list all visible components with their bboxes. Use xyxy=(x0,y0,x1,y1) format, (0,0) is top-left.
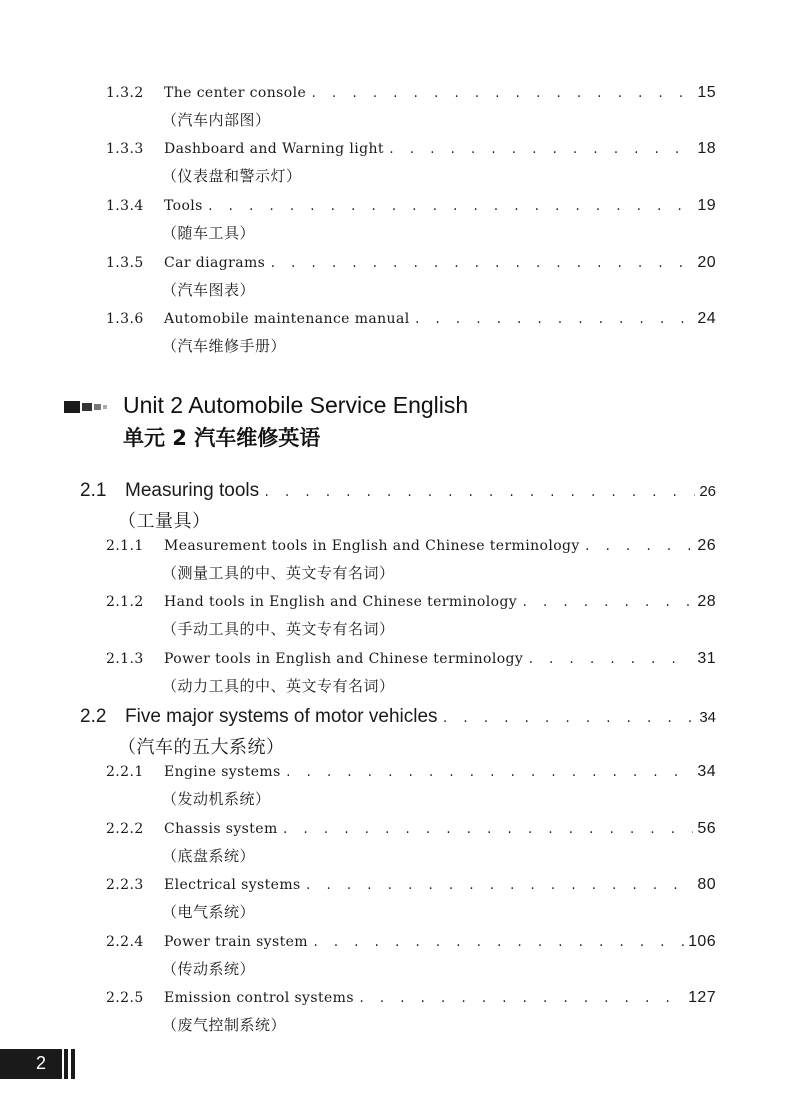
dot-leader xyxy=(207,200,694,214)
entry-chinese-title: （传动系统） xyxy=(162,960,256,978)
entry-page: 56 xyxy=(697,820,716,837)
entry-chinese-title: （底盘系统） xyxy=(162,847,256,865)
entry-chinese-title: （仪表盘和警示灯） xyxy=(162,167,302,185)
entry-title: Car diagrams xyxy=(164,255,266,271)
page-folio xyxy=(0,1049,62,1079)
entry-number: 2.1.3 xyxy=(106,651,144,667)
entry-number: 2.1.2 xyxy=(106,594,144,610)
section-chinese-title: （汽车的五大系统） xyxy=(118,737,285,758)
entry-number: 1.3.5 xyxy=(106,255,144,271)
entry-page: 80 xyxy=(697,876,716,893)
entry-number: 1.3.3 xyxy=(106,141,144,157)
dot-leader xyxy=(263,486,695,500)
entry-page: 20 xyxy=(697,254,716,271)
unit-squares-icon xyxy=(64,401,107,413)
entry-title: Tools xyxy=(164,198,203,214)
entry-number: 2.2.1 xyxy=(106,764,144,780)
folio-bar xyxy=(71,1049,75,1079)
dot-leader xyxy=(269,257,693,271)
entry-title: Engine systems xyxy=(164,764,281,780)
entry-chinese-title: （测量工具的中、英文专有名词） xyxy=(162,564,395,582)
dot-leader xyxy=(305,879,694,893)
dot-leader xyxy=(442,712,696,726)
entry-chinese-title: （电气系统） xyxy=(162,903,256,921)
entry-chinese-title: （随车工具） xyxy=(162,224,256,242)
entry-title: Chassis system xyxy=(164,821,278,837)
section-chinese-title: （工量具） xyxy=(118,511,211,532)
dot-leader xyxy=(282,823,694,837)
entry-chinese-title: （发动机系统） xyxy=(162,790,271,808)
section-title: Measuring tools xyxy=(125,480,260,501)
entry-page: 19 xyxy=(697,197,716,214)
section-title: Five major systems of motor vehicles xyxy=(125,706,438,727)
entry-page: 34 xyxy=(697,763,716,780)
entry-chinese-title: （动力工具的中、英文专有名词） xyxy=(162,677,395,695)
dot-leader xyxy=(527,653,693,667)
dot-leader xyxy=(285,766,694,780)
entry-title: Electrical systems xyxy=(164,877,301,893)
entry-chinese-title: （汽车维修手册） xyxy=(162,337,287,355)
entry-title: Power tools in English and Chinese terminology xyxy=(164,651,524,667)
entry-title: Power train system xyxy=(164,934,308,950)
entry-page: 28 xyxy=(697,593,716,610)
entry-number: 1.3.4 xyxy=(106,198,144,214)
entry-title: The center console xyxy=(164,85,307,101)
entry-page: 24 xyxy=(697,310,716,327)
dot-leader xyxy=(312,936,684,950)
entry-title: Measurement tools in English and Chinese terminology xyxy=(164,538,580,554)
entry-title: Dashboard and Warning light xyxy=(164,141,384,157)
dot-leader xyxy=(310,87,693,101)
entry-title: Automobile maintenance manual xyxy=(164,311,410,327)
entry-page: 18 xyxy=(697,140,716,157)
entry-number: 2.2.5 xyxy=(106,990,144,1006)
entry-number: 1.3.2 xyxy=(106,85,144,101)
dot-leader xyxy=(388,143,694,157)
dot-leader xyxy=(358,992,684,1006)
entry-title: Hand tools in English and Chinese terminology xyxy=(164,594,518,610)
section-number: 2.1 xyxy=(80,480,107,501)
dot-leader xyxy=(414,313,694,327)
entry-chinese-title: （汽车图表） xyxy=(162,281,256,299)
section-page: 26 xyxy=(699,483,716,500)
folio-bar xyxy=(64,1049,68,1079)
section-number: 2.2 xyxy=(80,706,107,727)
entry-number: 2.2.4 xyxy=(106,934,144,950)
entry-number: 2.2.2 xyxy=(106,821,144,837)
entry-page: 15 xyxy=(697,84,716,101)
entry-number: 1.3.6 xyxy=(106,311,144,327)
page-number: 2 xyxy=(35,1053,46,1073)
entry-page: 26 xyxy=(697,537,716,554)
entry-number: 2.2.3 xyxy=(106,877,144,893)
entry-chinese-title: （汽车内部图） xyxy=(162,111,271,129)
section-page: 34 xyxy=(699,709,716,726)
entry-page: 106 xyxy=(688,933,716,950)
entry-page: 31 xyxy=(697,650,716,667)
dot-leader xyxy=(584,540,694,554)
unit-title: Unit 2 Automobile Service English xyxy=(123,392,469,418)
unit-chinese-title: 单元 2 汽车维修英语 xyxy=(123,426,321,450)
entry-page: 127 xyxy=(688,989,716,1006)
entry-title: Emission control systems xyxy=(164,990,354,1006)
entry-chinese-title: （手动工具的中、英文专有名词） xyxy=(162,620,395,638)
entry-chinese-title: （废气控制系统） xyxy=(162,1016,287,1034)
entry-number: 2.1.1 xyxy=(106,538,144,554)
dot-leader xyxy=(521,596,693,610)
